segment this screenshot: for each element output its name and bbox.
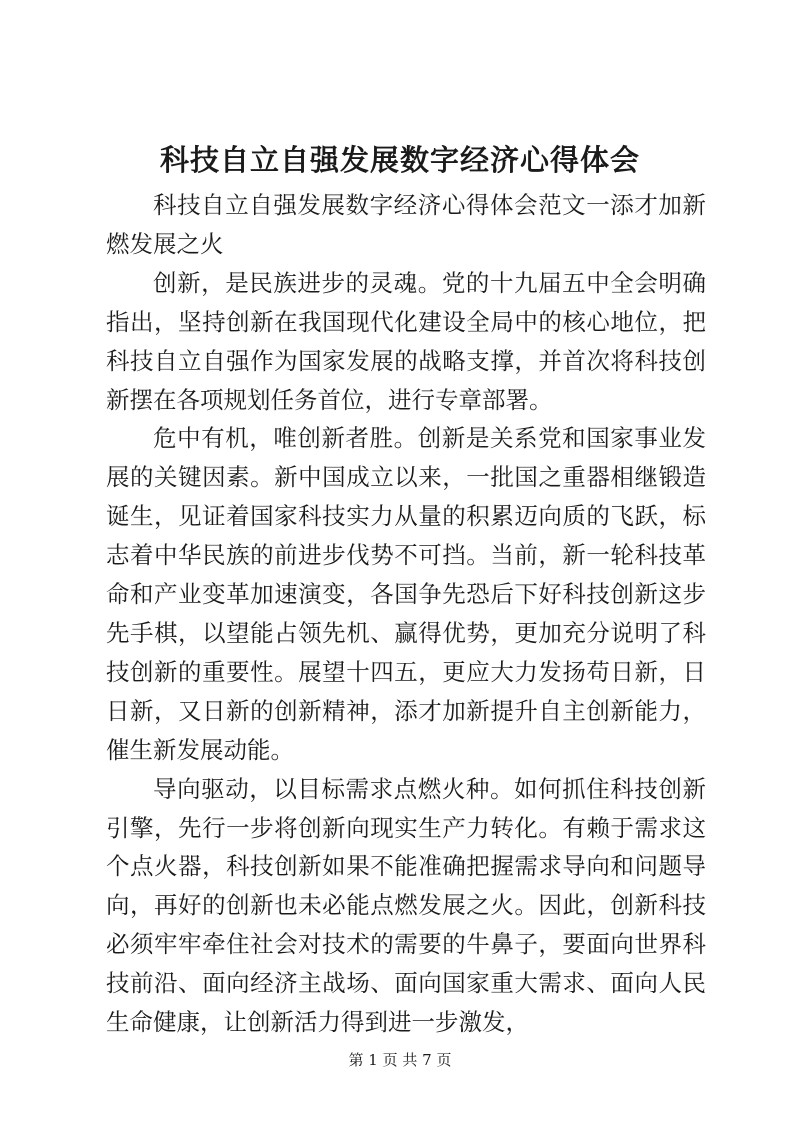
document-body — [106, 186, 706, 1042]
document-title: 科技自立自强发展数字经济心得体会 — [159, 143, 640, 177]
paragraph: 危中有机，唯创新者胜。创新是关系党和国家事业发展的关键因素。新中国成立以来，一批国之重器相继锻造诞生，见证着国家科技实力从量的积累迈向质的飞跃，标志着中华民族的前进步伐势不可挡。当前，新一轮科技革命和产业变革加速演变，各国争先恐后下好科技创新这步先手棋，以望能占领先机、赢得优势，更加充分说明了科技创新的重要性。展望十四五，更应大力发扬苟日新，日日新，又日新的创新精神，添才加新提升自主创新能力，催生新发展动能。 — [106, 424, 706, 764]
paragraph-subtitle: 科技自立自强发展数字经济心得体会范文一添才加新燃发展之火 — [106, 191, 706, 258]
page-footer: 第 1 页 共 7 页 — [348, 1051, 452, 1069]
paragraph: 创新，是民族进步的灵魂。党的十九届五中全会明确指出，坚持创新在我国现代化建设全局中的核心地位，把科技自立自强作为国家发展的战略支撑，并首次将科技创新摆在各项规划任务首位，进行专章部署。 — [106, 268, 706, 414]
paragraph: 导向驱动，以目标需求点燃火种。如何抓住科技创新引擎，先行一步将创新向现实生产力转化。有赖于需求这个点火器，科技创新如果不能准确把握需求导向和问题导向，再好的创新也未必能点燃发展之火。因此，创新科技必须牢牢牵住社会对技术的需要的牛鼻子，要面向世界科技前沿、面向经济主战场、面向国家重大需求、面向人民生命健康，让创新活力得到进一步激发， — [106, 774, 706, 1037]
